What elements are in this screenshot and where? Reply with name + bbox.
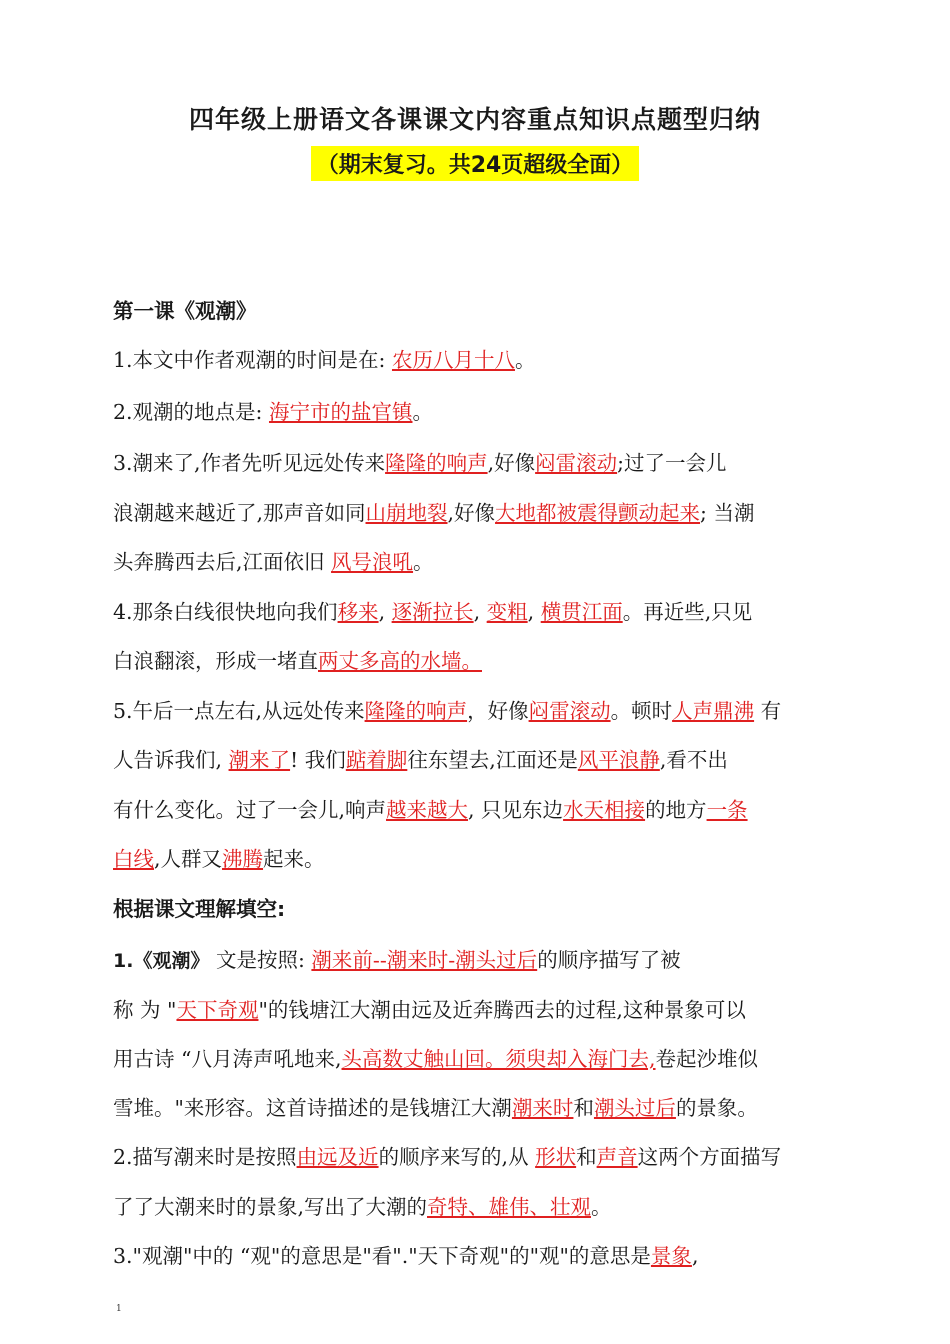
content-line (113, 345, 873, 375)
answer-text: 由远及近 (296, 1145, 379, 1169)
answer-text: 逐渐拉长 (391, 600, 474, 624)
answer-text: 两丈多高的水墙。 (318, 649, 482, 673)
answer-text: 山崩地裂 (365, 501, 448, 525)
plain-text: 和 (573, 1096, 594, 1120)
plain-text: ,人群又 (154, 847, 223, 871)
answer-text: 天下奇观 (176, 998, 259, 1022)
answer-text: 闷雷滚动 (535, 451, 618, 475)
plain-text: 文是按照: (209, 948, 312, 972)
answer-text: 头高数丈触山回。须臾却入海门去, (341, 1047, 656, 1071)
answer-text: 潮头过后 (593, 1096, 676, 1120)
content-line (113, 646, 873, 676)
content-line (113, 795, 873, 825)
subtitle-wrapper (0, 146, 950, 181)
plain-text: , 只见东边 (468, 798, 564, 822)
plain-text: 的顺序描写了被 (537, 948, 681, 972)
answer-text: 风平浪静 (577, 748, 660, 772)
plain-text: ,好像 (487, 451, 536, 475)
plain-text: 头奔腾西去后,江面依旧 (113, 550, 332, 574)
fill-line (113, 995, 873, 1025)
page-number: 1 (116, 1304, 122, 1314)
plain-text: 有 (754, 699, 782, 723)
plain-text: 和 (576, 1145, 597, 1169)
content-line (113, 498, 873, 528)
plain-text: 浪潮越来越近了,那声音如同 (113, 501, 366, 525)
answer-text: 风号浪吼 (331, 550, 414, 574)
answer-text: 形状 (535, 1145, 577, 1169)
fill-line (113, 1241, 873, 1271)
answer-text: 潮来了 (228, 748, 291, 772)
answer-text: 隆隆的响声 (385, 451, 488, 475)
plain-text: 往东望去,江面还是 (407, 748, 578, 772)
answer-text: 奇特、雄伟、壮观 (427, 1195, 592, 1219)
plain-text: ,好像 (447, 501, 496, 525)
document-title: 四年级上册语文各课课文内容重点知识点题型归纳 (188, 105, 761, 134)
fill-line (113, 1142, 873, 1172)
plain-text: ; 当潮 (700, 501, 755, 525)
answer-text: 隆隆的响声 (364, 699, 468, 723)
answer-text: 越来越大 (386, 798, 469, 822)
highlighted-subtitle: （期末复习。共24页超级全面） (311, 146, 640, 181)
answer-text: 踮着脚 (345, 748, 408, 772)
section-heading: 根据课文理解填空: (113, 897, 286, 921)
answer-text: 白线 (113, 847, 154, 871)
content-line (113, 844, 873, 874)
plain-text: 白浪翻滚，形成一堵直 (113, 649, 318, 673)
plain-text: 的地方 (645, 798, 707, 822)
plain-text: 。 (412, 400, 433, 424)
plain-text: 4.那条白线很快地向我们 (113, 600, 338, 624)
answer-text: 潮来时 (511, 1096, 574, 1120)
answer-text: 景象 (650, 1244, 692, 1268)
answer-text: 海宁市的盐官镇 (268, 400, 413, 424)
plain-text: 。 (413, 550, 434, 574)
plain-text: 。再近些,只见 (622, 600, 753, 624)
plain-text: 1.本文中作者观潮的时间是在: (113, 348, 392, 372)
plain-text: 用古诗 “八月涛声吼地来, (113, 1047, 342, 1071)
content-line (113, 745, 873, 775)
plain-text: 人告诉我们, (113, 748, 229, 772)
plain-text: 卷起沙堆似 (655, 1047, 759, 1071)
plain-text: 起来。 (263, 847, 325, 871)
content-line (113, 448, 873, 478)
fill-line (113, 1192, 873, 1222)
plain-text: ! 我们 (290, 748, 346, 772)
plain-text: 3."观潮"中的 “观"的意思是"看"."天下奇观"的"观"的意思是 (113, 1244, 651, 1268)
plain-text: 这两个方面描写 (637, 1145, 782, 1169)
answer-text: 一条 (706, 798, 748, 822)
answer-text: 移来 (337, 600, 379, 624)
plain-text: 称 为 " (113, 998, 177, 1022)
fill-line (113, 945, 873, 976)
plain-text: , (527, 600, 541, 624)
answer-text: 大地都被震得颤动起来 (495, 501, 701, 525)
plain-text: 。 (591, 1195, 612, 1219)
plain-text: 5.午后一点左右,从远处传来 (113, 699, 365, 723)
answer-text: 人声鼎沸 (672, 699, 755, 723)
content-line (113, 597, 873, 627)
plain-text: 3.潮来了,作者先听见远处传来 (113, 451, 386, 475)
answer-text: 闷雷滚动 (528, 699, 611, 723)
lesson-heading: 第一课《观潮》 (113, 299, 257, 323)
plain-text: , (378, 600, 392, 624)
fill-line (113, 1093, 873, 1123)
plain-text: 的顺序来写的,从 (378, 1145, 536, 1169)
plain-text: , (473, 600, 487, 624)
plain-text: ,看不出 (659, 748, 728, 772)
content-line (113, 397, 873, 427)
plain-text: ;过了一会儿 (617, 451, 727, 475)
content-line (113, 696, 873, 726)
plain-text: 2.描写潮来时是按照 (113, 1145, 297, 1169)
plain-text: 的景象。 (675, 1096, 758, 1120)
plain-text: 雪堆。"来形容。这首诗描述的是钱塘江大潮 (113, 1096, 512, 1120)
plain-text: 。 (514, 348, 536, 372)
answer-text: 农历八月十八 (391, 348, 515, 372)
answer-text: 横贯江面 (540, 600, 623, 624)
content-line (113, 547, 873, 577)
answer-text: 沸腾 (222, 847, 264, 871)
bold-label: 1.《观潮》 (113, 950, 210, 972)
plain-text: ，好像 (467, 699, 529, 723)
answer-text: 潮来前--潮来时-潮头过后 (311, 948, 538, 972)
fill-line (113, 1044, 873, 1074)
plain-text: 有什么变化。过了一会儿,响声 (113, 798, 387, 822)
answer-text: 声音 (596, 1145, 638, 1169)
plain-text: 了了大潮来时的景象,写出了大潮的 (113, 1195, 428, 1219)
plain-text: 2.观潮的地点是: (113, 400, 269, 424)
plain-text: , (691, 1244, 699, 1268)
answer-text: 变粗 (486, 600, 528, 624)
plain-text: 。顿时 (610, 699, 673, 723)
plain-text: "的钱塘江大潮由远及近奔腾西去的过程,这种景象可以 (258, 998, 746, 1022)
answer-text: 水天相接 (563, 798, 646, 822)
